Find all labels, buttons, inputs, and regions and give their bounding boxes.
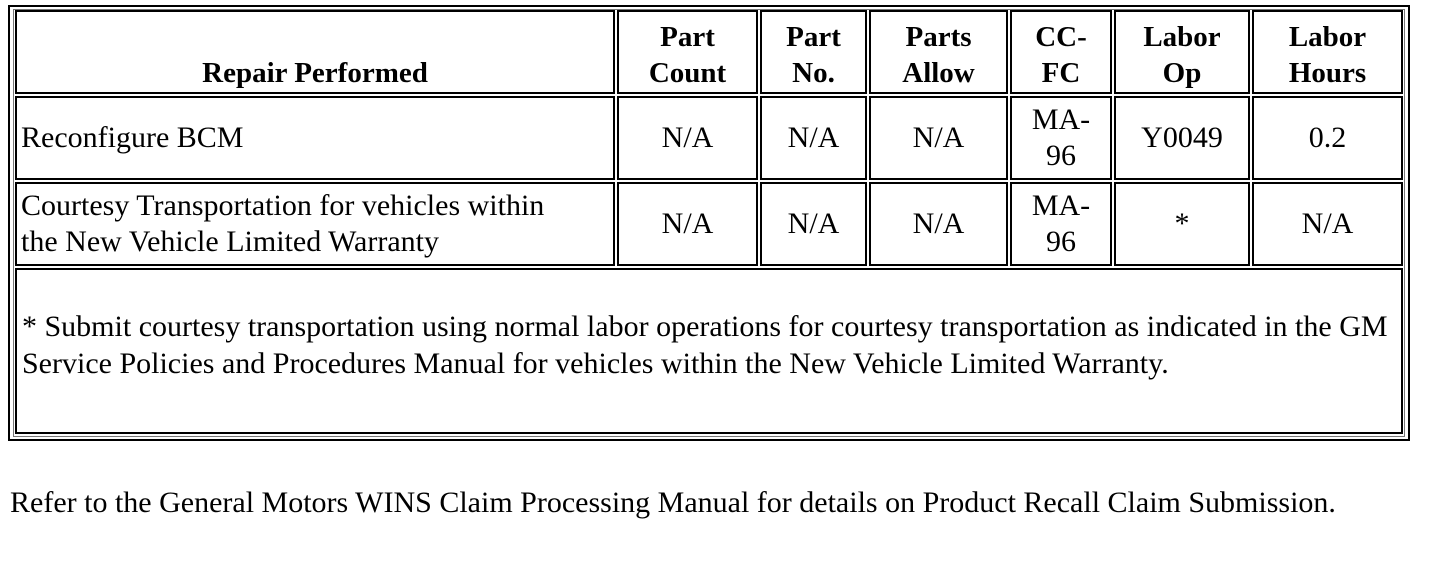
header-repair-performed-label: Repair Performed <box>202 57 428 89</box>
header-part-count-label: Part Count <box>648 21 727 89</box>
row1-ccfc-cell <box>1010 96 1112 180</box>
table-footnote <box>15 268 1403 434</box>
table-row <box>15 182 615 266</box>
header-labor-hours <box>1252 10 1403 94</box>
header-ccfc-label: CC- FC <box>1035 21 1087 89</box>
row2-ccfc: MA- 96 <box>1031 189 1091 258</box>
row2-part-count: N/A <box>661 207 714 240</box>
row1-ccfc: MA- 96 <box>1031 103 1091 172</box>
row2-parts-allow: N/A <box>912 207 965 240</box>
row2-labor-hours: N/A <box>1301 207 1354 240</box>
header-part-no-label: Part No. <box>786 21 841 89</box>
header-labor-op <box>1114 10 1250 94</box>
row2-part-no-cell <box>760 182 867 266</box>
row1-labor-hours: 0.2 <box>1308 121 1347 154</box>
row2-labor-hours-cell <box>1252 182 1403 266</box>
row2-ccfc-cell <box>1010 182 1112 266</box>
header-repair-performed <box>15 10 615 94</box>
row1-part-count-cell <box>617 96 758 180</box>
row2-part-no: N/A <box>787 207 840 240</box>
header-parts-allow <box>869 10 1008 94</box>
row1-parts-allow: N/A <box>912 121 965 154</box>
table-row <box>15 96 615 180</box>
row1-labor-op-cell <box>1114 96 1250 180</box>
row2-labor-op: * <box>1174 207 1190 240</box>
row1-parts-allow-cell <box>869 96 1008 180</box>
row1-labor-hours-cell <box>1252 96 1403 180</box>
header-parts-allow-label: Parts Allow <box>902 21 975 89</box>
claim-processing-reference: Refer to the General Motors WINS Claim Processing Manual for details on Product Recall Claim Submission. <box>10 486 1336 519</box>
row1-labor-op: Y0049 <box>1141 121 1223 154</box>
row2-parts-allow-cell <box>869 182 1008 266</box>
row1-part-no: N/A <box>787 121 840 154</box>
header-labor-op-label: Labor Op <box>1143 21 1221 89</box>
row1-part-no-cell <box>760 96 867 180</box>
row2-repair: Courtesy Transportation for vehicles within the New Vehicle Limited Warranty <box>21 189 545 258</box>
row2-labor-op-cell <box>1114 182 1250 266</box>
row1-part-count: N/A <box>661 121 714 154</box>
footnote-text: * Submit courtesy transportation using normal labor operations for courtesy transportation as indicated in the GM Service Policies and Procedures Manual for vehicles within the New Vehicle Limited Warranty. <box>22 310 1388 380</box>
header-part-count <box>617 10 758 94</box>
header-labor-hours-label: Labor Hours <box>1288 21 1367 89</box>
header-part-no <box>760 10 867 94</box>
row2-part-count-cell <box>617 182 758 266</box>
row1-repair: Reconfigure BCM <box>21 121 244 154</box>
header-ccfc <box>1010 10 1112 94</box>
